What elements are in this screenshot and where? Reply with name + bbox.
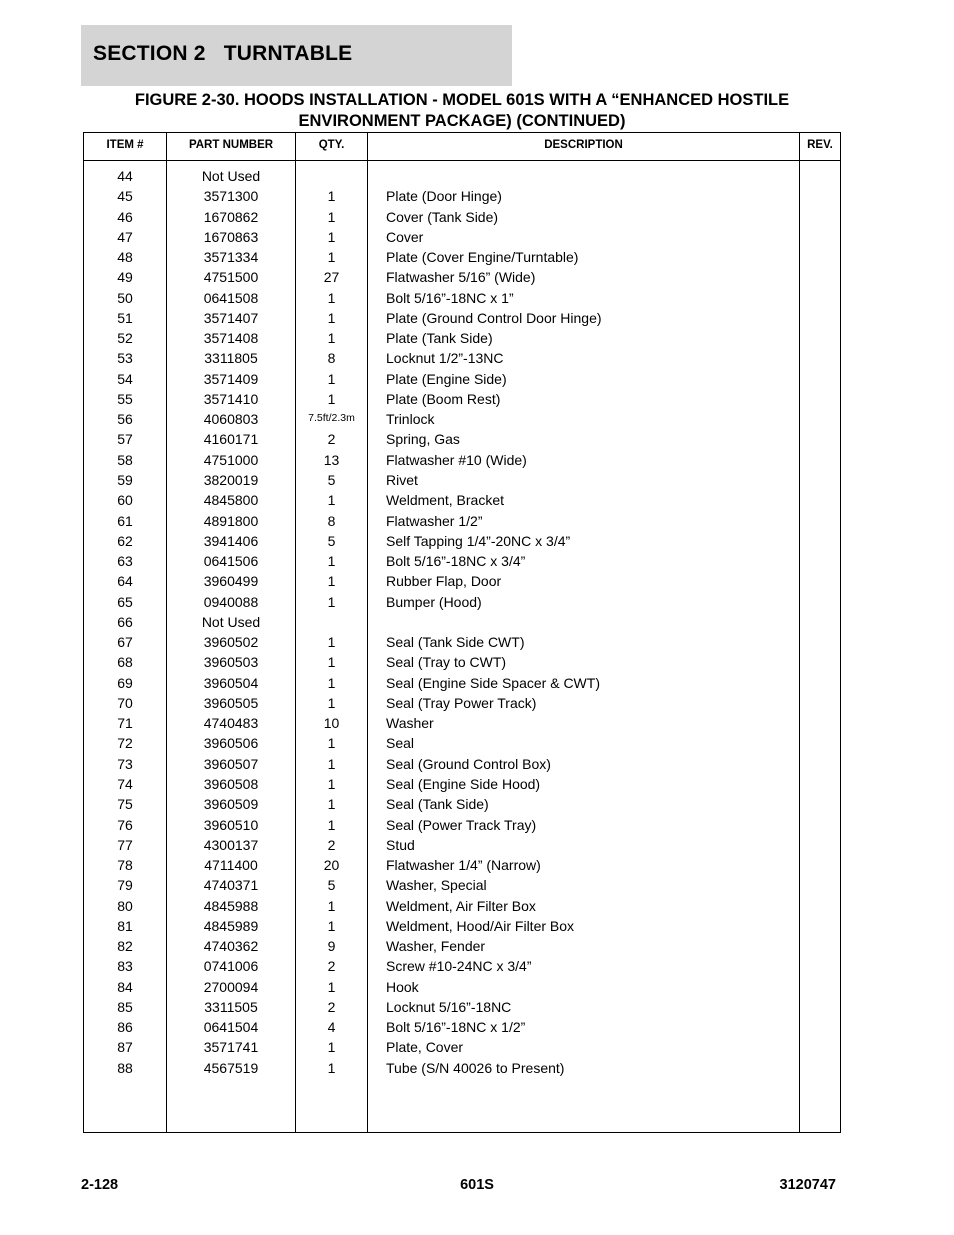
quantity: 1 bbox=[327, 816, 336, 833]
part-number: 3571410 bbox=[203, 390, 259, 407]
part-number: 0641506 bbox=[203, 553, 259, 570]
part-number: 4845800 bbox=[203, 492, 259, 509]
item-number: 63 bbox=[117, 553, 133, 570]
part-number: 4567519 bbox=[203, 1059, 259, 1076]
part-number: 3960510 bbox=[203, 816, 259, 833]
item-number: 68 bbox=[117, 654, 133, 671]
quantity: 1 bbox=[327, 1039, 336, 1056]
quantity: 1 bbox=[327, 188, 336, 205]
item-number: 53 bbox=[117, 350, 133, 367]
header-description: DESCRIPTION bbox=[544, 139, 623, 151]
item-number: 44 bbox=[117, 168, 133, 184]
part-number: 3571334 bbox=[203, 249, 259, 266]
document-number: 3120747 bbox=[779, 1177, 836, 1193]
quantity: 20 bbox=[323, 857, 340, 874]
description: Washer, Fender bbox=[386, 938, 486, 955]
table-row bbox=[84, 797, 840, 817]
item-number: 48 bbox=[117, 249, 133, 266]
table-row bbox=[84, 676, 840, 696]
part-number: 1670863 bbox=[203, 228, 259, 245]
description: Plate (Boom Rest) bbox=[386, 390, 501, 407]
description: Bolt 5/16”-18NC x 3/4” bbox=[386, 553, 526, 570]
item-number: 52 bbox=[117, 330, 133, 347]
table-row bbox=[84, 189, 840, 209]
item-number: 47 bbox=[117, 228, 133, 245]
description: Plate (Tank Side) bbox=[386, 330, 493, 347]
item-number: 71 bbox=[117, 715, 133, 732]
table-row bbox=[84, 169, 840, 189]
quantity: 4 bbox=[327, 1019, 336, 1036]
quantity: 1 bbox=[327, 208, 336, 225]
item-number: 72 bbox=[117, 735, 133, 752]
description: Hook bbox=[386, 978, 419, 995]
item-number: 64 bbox=[117, 573, 133, 590]
part-number: 3571408 bbox=[203, 330, 259, 347]
description: Weldment, Air Filter Box bbox=[386, 897, 536, 914]
quantity: 1 bbox=[327, 553, 336, 570]
section-title: SECTION 2 TURNTABLE bbox=[93, 42, 353, 65]
item-number: 50 bbox=[117, 289, 133, 306]
table-row bbox=[84, 858, 840, 878]
table-row bbox=[84, 291, 840, 311]
table-row bbox=[84, 453, 840, 473]
description: Bumper (Hood) bbox=[386, 593, 482, 610]
item-number: 56 bbox=[117, 411, 133, 428]
table-row bbox=[84, 878, 840, 898]
part-number: 3941406 bbox=[203, 532, 259, 549]
item-number: 66 bbox=[117, 613, 133, 630]
part-number: 4751000 bbox=[203, 451, 259, 468]
description: Seal bbox=[386, 735, 415, 752]
part-number: 3960503 bbox=[203, 654, 259, 671]
quantity: 2 bbox=[327, 998, 336, 1015]
table-row bbox=[84, 514, 840, 534]
item-number: 55 bbox=[117, 390, 133, 407]
table-row bbox=[84, 757, 840, 777]
part-number: 4891800 bbox=[203, 512, 259, 529]
quantity: 1 bbox=[327, 796, 336, 813]
item-number: 74 bbox=[117, 775, 133, 792]
item-number: 76 bbox=[117, 816, 133, 833]
part-number: Not Used bbox=[201, 168, 261, 184]
description: Cover (Tank Side) bbox=[386, 208, 499, 225]
part-number: 3960504 bbox=[203, 674, 259, 691]
table-row bbox=[84, 939, 840, 959]
table-row bbox=[84, 777, 840, 797]
description: Seal (Power Track Tray) bbox=[386, 816, 537, 833]
table-row bbox=[84, 980, 840, 1000]
item-number: 59 bbox=[117, 471, 133, 488]
item-number: 79 bbox=[117, 877, 133, 894]
item-number: 77 bbox=[117, 836, 133, 853]
description: Bolt 5/16”-18NC x 1” bbox=[386, 289, 514, 306]
item-number: 49 bbox=[117, 269, 133, 286]
table-row bbox=[84, 1020, 840, 1040]
table-body bbox=[84, 169, 840, 1081]
part-number: 4740483 bbox=[203, 715, 259, 732]
table-row bbox=[84, 574, 840, 594]
item-number: 81 bbox=[117, 917, 133, 934]
description: Plate (Door Hinge) bbox=[386, 188, 502, 205]
description: Locknut 5/16”-18NC bbox=[386, 998, 512, 1015]
part-number: 3960502 bbox=[203, 634, 259, 651]
quantity: 2 bbox=[327, 958, 336, 975]
part-number: Not Used bbox=[201, 613, 261, 630]
header-divider bbox=[84, 160, 840, 161]
quantity: 5 bbox=[327, 532, 336, 549]
table-row bbox=[84, 311, 840, 331]
description: Rivet bbox=[386, 471, 418, 488]
part-number: 3960507 bbox=[203, 755, 259, 772]
item-number: 80 bbox=[117, 897, 133, 914]
figure-title bbox=[84, 90, 840, 132]
header-qty: QTY. bbox=[318, 139, 345, 151]
item-number: 87 bbox=[117, 1039, 133, 1056]
table-row bbox=[84, 473, 840, 493]
quantity: 9 bbox=[327, 938, 336, 955]
quantity: 1 bbox=[327, 674, 336, 691]
table-row bbox=[84, 250, 840, 270]
quantity: 10 bbox=[323, 715, 340, 732]
quantity: 1 bbox=[327, 1059, 336, 1076]
part-number: 3571407 bbox=[203, 309, 259, 326]
quantity: 1 bbox=[327, 654, 336, 671]
part-number: 4740362 bbox=[203, 938, 259, 955]
part-number: 3571741 bbox=[203, 1039, 259, 1056]
part-number: 0641504 bbox=[203, 1019, 259, 1036]
item-number: 60 bbox=[117, 492, 133, 509]
model-name: 601S bbox=[460, 1177, 494, 1193]
description: Flatwasher #10 (Wide) bbox=[386, 451, 527, 468]
quantity: 1 bbox=[327, 694, 336, 711]
item-number: 78 bbox=[117, 857, 133, 874]
part-number: 4160171 bbox=[203, 431, 259, 448]
table-row bbox=[84, 838, 840, 858]
description: Weldment, Bracket bbox=[386, 492, 505, 509]
quantity: 5 bbox=[327, 471, 336, 488]
part-number: 3571300 bbox=[203, 188, 259, 205]
table-row bbox=[84, 534, 840, 554]
quantity: 1 bbox=[327, 370, 336, 387]
part-number: 0641508 bbox=[203, 289, 259, 306]
table-row bbox=[84, 1061, 840, 1081]
item-number: 51 bbox=[117, 309, 133, 326]
header-item: ITEM # bbox=[106, 139, 144, 151]
quantity: 1 bbox=[327, 897, 336, 914]
part-number: 3960505 bbox=[203, 694, 259, 711]
quantity: 1 bbox=[327, 775, 336, 792]
quantity: 13 bbox=[323, 451, 340, 468]
description: Seal (Tank Side CWT) bbox=[386, 634, 525, 651]
item-number: 62 bbox=[117, 532, 133, 549]
quantity: 2 bbox=[327, 836, 336, 853]
table-row bbox=[84, 1040, 840, 1060]
part-number: 4751500 bbox=[203, 269, 259, 286]
description: Seal (Tray to CWT) bbox=[386, 654, 507, 671]
quantity: 1 bbox=[327, 492, 336, 509]
table-row bbox=[84, 210, 840, 230]
table-row bbox=[84, 230, 840, 250]
header-rev: REV. bbox=[807, 139, 833, 151]
quantity: 1 bbox=[327, 917, 336, 934]
item-number: 67 bbox=[117, 634, 133, 651]
description: Washer bbox=[386, 715, 434, 732]
item-number: 75 bbox=[117, 796, 133, 813]
description: Trinlock bbox=[386, 411, 435, 428]
quantity: 1 bbox=[327, 390, 336, 407]
table-row bbox=[84, 1000, 840, 1020]
quantity: 1 bbox=[327, 330, 336, 347]
table-row bbox=[84, 351, 840, 371]
part-number: 4845989 bbox=[203, 917, 259, 934]
part-number: 4845988 bbox=[203, 897, 259, 914]
quantity: 1 bbox=[327, 289, 336, 306]
item-number: 82 bbox=[117, 938, 133, 955]
description: Washer, Special bbox=[386, 877, 487, 894]
quantity: 8 bbox=[327, 512, 336, 529]
description: Seal (Tray Power Track) bbox=[386, 694, 537, 711]
table-row bbox=[84, 270, 840, 290]
quantity: 1 bbox=[327, 309, 336, 326]
table-row bbox=[84, 899, 840, 919]
quantity: 1 bbox=[327, 735, 336, 752]
item-number: 65 bbox=[117, 593, 133, 610]
item-number: 54 bbox=[117, 370, 133, 387]
table-row bbox=[84, 372, 840, 392]
description: Screw #10-24NC x 3/4” bbox=[386, 958, 532, 975]
part-number: 3311805 bbox=[204, 350, 258, 367]
quantity: 8 bbox=[327, 350, 336, 367]
part-number: 0741006 bbox=[203, 958, 259, 975]
description: Plate, Cover bbox=[386, 1039, 464, 1056]
table-row bbox=[84, 615, 840, 635]
description: Self Tapping 1/4”-20NC x 3/4” bbox=[386, 532, 571, 549]
item-number: 88 bbox=[117, 1059, 133, 1076]
item-number: 83 bbox=[117, 958, 133, 975]
quantity: 1 bbox=[327, 593, 336, 610]
description: Plate (Cover Engine/Turntable) bbox=[386, 249, 579, 266]
item-number: 61 bbox=[117, 512, 133, 529]
table-row bbox=[84, 331, 840, 351]
table-row bbox=[84, 818, 840, 838]
quantity: 5 bbox=[327, 877, 336, 894]
description: Seal (Engine Side Hood) bbox=[386, 775, 541, 792]
table-row bbox=[84, 493, 840, 513]
page-number: 2-128 bbox=[81, 1177, 119, 1193]
header-part-number: PART NUMBER bbox=[188, 139, 274, 151]
description: Cover bbox=[386, 228, 424, 245]
quantity: 1 bbox=[327, 228, 336, 245]
quantity: 1 bbox=[327, 755, 336, 772]
description: Flatwasher 1/4” (Narrow) bbox=[386, 857, 541, 874]
table-row bbox=[84, 736, 840, 756]
description: Plate (Ground Control Door Hinge) bbox=[386, 309, 602, 326]
quantity: 1 bbox=[327, 978, 336, 995]
item-number: 70 bbox=[117, 694, 133, 711]
part-number: 2700094 bbox=[203, 978, 259, 995]
table-row bbox=[84, 412, 840, 432]
part-number: 4711400 bbox=[204, 857, 258, 874]
part-number: 3960508 bbox=[203, 775, 259, 792]
section-header bbox=[81, 25, 512, 86]
quantity: 7.5ft/2.3m bbox=[308, 412, 355, 425]
description: Stud bbox=[386, 836, 415, 853]
description: Plate (Engine Side) bbox=[386, 370, 507, 387]
item-number: 69 bbox=[117, 674, 133, 691]
quantity: 1 bbox=[327, 634, 336, 651]
quantity: 27 bbox=[323, 269, 340, 286]
description: Spring, Gas bbox=[386, 431, 460, 448]
part-number: 3960506 bbox=[203, 735, 259, 752]
table-row bbox=[84, 595, 840, 615]
part-number: 3960509 bbox=[203, 796, 259, 813]
description: Bolt 5/16”-18NC x 1/2” bbox=[386, 1019, 526, 1036]
item-number: 58 bbox=[117, 451, 133, 468]
item-number: 85 bbox=[117, 998, 133, 1015]
table-row bbox=[84, 716, 840, 736]
part-number: 3571409 bbox=[203, 370, 259, 387]
item-number: 46 bbox=[117, 208, 133, 225]
description: Seal (Engine Side Spacer & CWT) bbox=[386, 674, 600, 691]
table-row bbox=[84, 635, 840, 655]
figure-title-line-1: FIGURE 2-30. HOODS INSTALLATION - MODEL 601S WITH A “ENHANCED HOSTILE bbox=[134, 91, 790, 109]
table-row bbox=[84, 554, 840, 574]
description: Seal (Tank Side) bbox=[386, 796, 489, 813]
parts-table bbox=[83, 132, 841, 1133]
part-number: 1670862 bbox=[203, 208, 259, 225]
part-number: 4060803 bbox=[203, 411, 259, 428]
description: Flatwasher 5/16” (Wide) bbox=[386, 269, 536, 286]
quantity: 1 bbox=[327, 573, 336, 590]
part-number: 3311505 bbox=[204, 998, 258, 1015]
table-row bbox=[84, 919, 840, 939]
table-row bbox=[84, 392, 840, 412]
item-number: 45 bbox=[117, 188, 133, 205]
part-number: 3820019 bbox=[203, 471, 259, 488]
table-row bbox=[84, 959, 840, 979]
figure-title-line-2: ENVIRONMENT PACKAGE) (CONTINUED) bbox=[298, 112, 626, 130]
description: Weldment, Hood/Air Filter Box bbox=[386, 917, 575, 934]
description: Seal (Ground Control Box) bbox=[386, 755, 551, 772]
description: Flatwasher 1/2” bbox=[386, 512, 483, 529]
item-number: 57 bbox=[117, 431, 133, 448]
description: Locknut 1/2”-13NC bbox=[386, 350, 504, 367]
table-row bbox=[84, 696, 840, 716]
quantity: 2 bbox=[327, 431, 336, 448]
description: Rubber Flap, Door bbox=[386, 573, 502, 590]
table-row bbox=[84, 432, 840, 452]
quantity: 1 bbox=[327, 249, 336, 266]
part-number: 0940088 bbox=[203, 593, 259, 610]
table-row bbox=[84, 655, 840, 675]
item-number: 86 bbox=[117, 1019, 133, 1036]
description: Tube (S/N 40026 to Present) bbox=[386, 1059, 565, 1076]
part-number: 4740371 bbox=[203, 877, 259, 894]
item-number: 73 bbox=[117, 755, 133, 772]
part-number: 4300137 bbox=[203, 836, 259, 853]
item-number: 84 bbox=[117, 978, 133, 995]
part-number: 3960499 bbox=[203, 573, 259, 590]
